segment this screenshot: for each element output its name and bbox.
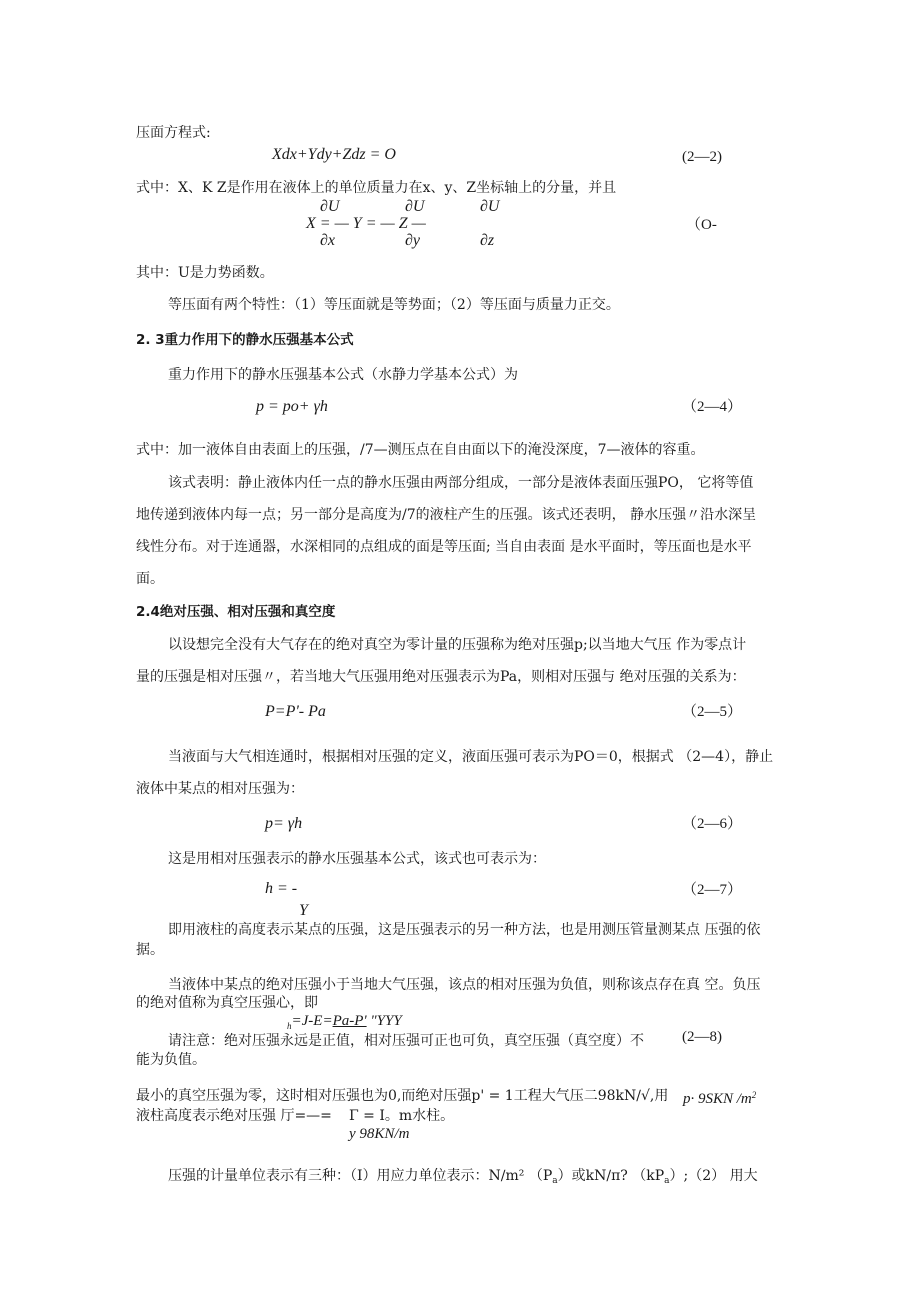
equation-part: "YYY xyxy=(366,1013,402,1029)
text-fragment: ）;（2） 用大 xyxy=(669,1168,758,1184)
paragraph: 以设想完全没有大气存在的绝对真空为零计量的压强称为绝对压强p;以当地大气压 作为零点计 xyxy=(168,637,747,653)
equation-2-3: X = — Y = — Z — xyxy=(306,215,426,232)
paragraph: 地传递到液体内每一点；另一部分是高度为/7的液柱产生的压强。该式还表明， 静水压强〃沿水深呈 xyxy=(136,507,757,523)
partial-denominator: ∂z xyxy=(480,232,495,249)
equation-2-7: h = - xyxy=(265,880,298,897)
equation-part: p· 9SKN /m xyxy=(683,1091,752,1107)
paragraph: 线性分布。对于连通器，水深相同的点组成的面是等压面; 当自由表面 是水平面时，等压面也是水平 xyxy=(136,539,752,555)
inline-equation: y 98KN/m xyxy=(349,1126,410,1142)
paragraph: 液体中某点的相对压强为： xyxy=(136,781,304,797)
equation-2-5: P=P'- Pa xyxy=(265,703,326,720)
paragraph: 当液体中某点的绝对压强小于当地大气压强，该点的相对压强为负值，则称该点存在真 空。负压 xyxy=(168,977,761,993)
paragraph: 液柱高度表示绝对压强 厅=—= xyxy=(136,1108,332,1124)
equation-2-4: p = po+ γh xyxy=(256,398,328,415)
text-line: 其中：U是力势函数。 xyxy=(136,265,274,281)
paragraph: 当液面与大气相连通时，根据相对压强的定义，液面压强可表示为PO＝0，根据式 （2—4），静止 xyxy=(168,749,774,765)
paragraph: 的绝对值称为真空压强心，即 xyxy=(136,995,318,1011)
equation-subscript: h xyxy=(287,1021,292,1031)
paragraph: 该式表明：静止液体内任一点的静水压强由两部分组成，一部分是液体表面压强PO， 它将等值 xyxy=(168,475,754,491)
text-fragment: 压强的计量单位表示有三种：（I）用应力单位表示：N∕m² （P xyxy=(168,1168,553,1184)
equation-number: （2—4） xyxy=(682,399,743,415)
partial-numerator: ∂U xyxy=(405,198,425,215)
text-line: 式中：加一液体自由表面上的压强，/7—测压点在自由面以下的淹没深度，7—液体的容重。 xyxy=(136,442,705,458)
equation-number: （2—5） xyxy=(682,704,743,720)
equation-part: =J-E= xyxy=(291,1013,333,1029)
section-heading-2-3: 2. 3重力作用下的静水压强基本公式 xyxy=(136,332,354,348)
paragraph: 能为负值。 xyxy=(136,1052,206,1068)
equation-number: (2—2) xyxy=(682,149,722,165)
equation-denominator: Y xyxy=(299,902,308,919)
paragraph: 最小的真空压强为零，这时相对压强也为0,而绝对压强p' = 1工程大气压二98kN∕√,用 xyxy=(136,1088,669,1104)
paragraph: 面。 xyxy=(136,571,164,587)
text-fragment: ）或kN∕π? （kP xyxy=(557,1168,665,1184)
partial-numerator: ∂U xyxy=(320,198,340,215)
equation-number: （O- xyxy=(686,217,717,233)
paragraph: 即用液柱的高度表示某点的压强，这是压强表示的另一种方法，也是用测压管量测某点 压强的依 xyxy=(168,922,761,938)
equation-superscript: 2 xyxy=(751,1090,757,1100)
equation-number: （2—7） xyxy=(682,882,743,898)
subscript: a xyxy=(552,1176,558,1186)
paragraph: 量的压强是相对压强〃，若当地大气压强用绝对压强表示为Pa，则相对压强与 绝对压强的关系为： xyxy=(136,669,746,685)
text-line: 压面方程式: xyxy=(136,125,211,141)
equation-2-2: Xdx+Ydy+Zdz = O xyxy=(272,146,396,163)
equation-number: (2—8) xyxy=(682,1029,722,1045)
paragraph-fragment: Γ = I。m水柱。 xyxy=(349,1108,455,1124)
partial-denominator: ∂y xyxy=(405,232,421,249)
paragraph: 这是用相对压强表示的静水压强基本公式，该式也可表示为： xyxy=(168,851,546,867)
paragraph: 重力作用下的静水压强基本公式（水静力学基本公式）为 xyxy=(168,367,518,383)
text-line: 式中：X、K Z是作用在液体上的单位质量力在x、y、Z坐标轴上的分量，并且 xyxy=(136,180,617,196)
paragraph: 请注意：绝对压强永远是正值，相对压强可正也可负，真空压强（真空度）不 xyxy=(168,1033,644,1049)
paragraph: 据。 xyxy=(136,942,164,958)
inline-equation xyxy=(683,1086,756,1108)
equation-part: Pa-P' xyxy=(332,1013,367,1029)
paragraph xyxy=(168,1167,758,1190)
partial-numerator: ∂U xyxy=(480,198,500,215)
partial-denominator: ∂x xyxy=(320,232,336,249)
equation-number: （2—6） xyxy=(682,816,743,832)
subscript: a xyxy=(664,1176,670,1186)
paragraph: 等压面有两个特性：（1）等压面就是等势面；（2）等压面与质量力正交。 xyxy=(168,297,620,313)
equation-2-6: p= γh xyxy=(265,815,303,832)
section-heading-2-4: 2.4绝对压强、相对压强和真空度 xyxy=(136,604,336,620)
